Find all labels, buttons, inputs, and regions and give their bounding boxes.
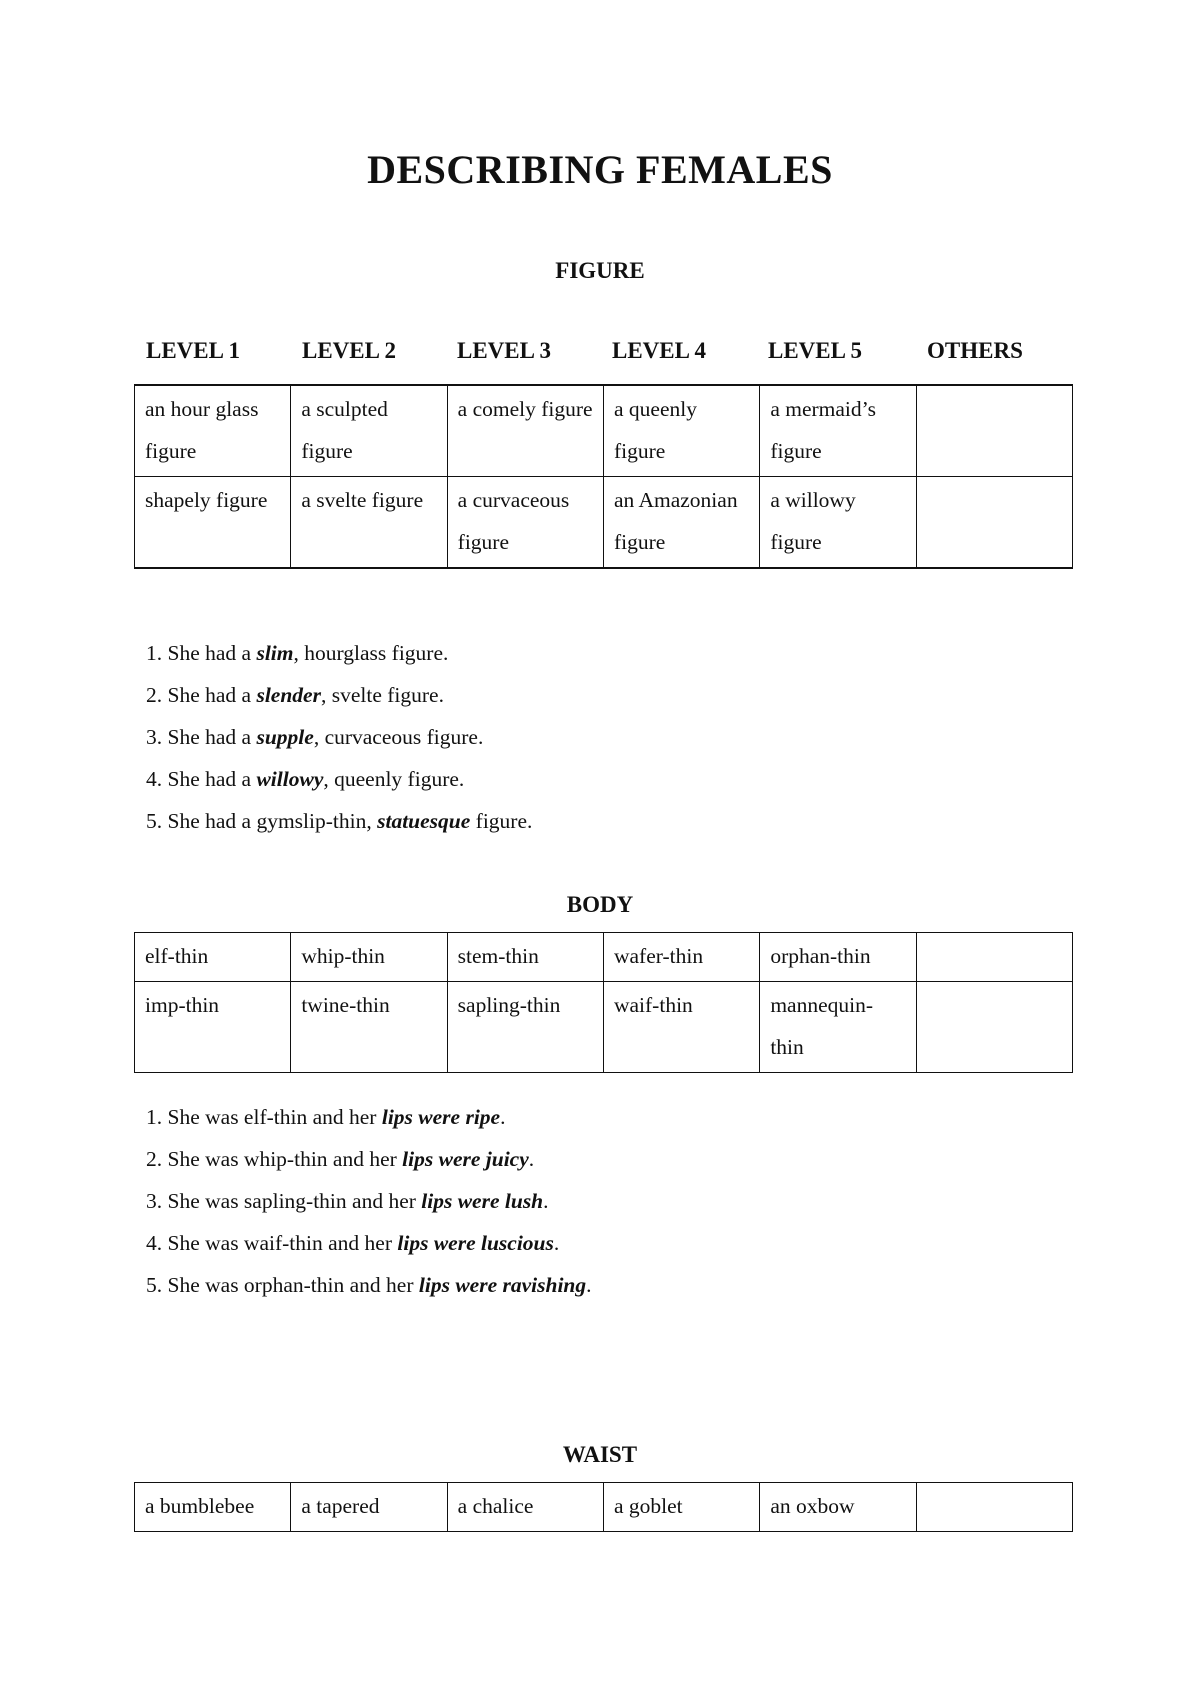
table-cell: a queenly figure xyxy=(603,385,759,477)
list-item: 4. She had a willowy, queenly figure. xyxy=(146,767,465,791)
table-cell: twine-thin xyxy=(291,982,447,1073)
body-table xyxy=(134,932,1073,1073)
waist-table xyxy=(134,1482,1073,1532)
list-item: 1. She had a slim, hourglass figure. xyxy=(146,641,449,665)
body-example-sentences xyxy=(146,1096,592,1306)
figure-table xyxy=(134,384,1073,569)
table-cell-empty xyxy=(916,982,1072,1073)
section-title-figure: FIGURE xyxy=(555,258,645,283)
list-item: 3. She was sapling-thin and her lips were lush. xyxy=(146,1189,549,1213)
table-row xyxy=(135,385,1073,477)
table-cell: a svelte figure xyxy=(291,477,447,569)
table-cell: an oxbow xyxy=(760,1483,916,1532)
table-cell-empty xyxy=(916,385,1072,477)
table-cell: orphan-thin xyxy=(760,933,916,982)
list-item: 5. She had a gymslip-thin, statuesque figure. xyxy=(146,809,533,833)
table-cell: a mermaid’s figure xyxy=(760,385,916,477)
table-row xyxy=(135,933,1073,982)
table-cell: elf-thin xyxy=(135,933,291,982)
table-row xyxy=(135,477,1073,569)
table-cell: a sculpted figure xyxy=(291,385,447,477)
column-header-level-1: LEVEL 1 xyxy=(146,338,240,363)
table-cell: a chalice xyxy=(447,1483,603,1532)
table-cell: whip-thin xyxy=(291,933,447,982)
table-row xyxy=(135,982,1073,1073)
table-cell: a goblet xyxy=(603,1483,759,1532)
table-cell: a willowy figure xyxy=(760,477,916,569)
table-cell: a comely figure xyxy=(447,385,603,477)
table-cell: a bumblebee xyxy=(135,1483,291,1532)
list-item: 3. She had a supple, curvaceous figure. xyxy=(146,725,484,749)
table-row xyxy=(135,1483,1073,1532)
table-cell: wafer-thin xyxy=(603,933,759,982)
table-cell-empty xyxy=(916,477,1072,569)
column-header-level-4: LEVEL 4 xyxy=(612,338,706,363)
table-cell: waif-thin xyxy=(603,982,759,1073)
section-title-body: BODY xyxy=(566,892,634,917)
list-item: 4. She was waif-thin and her lips were luscious. xyxy=(146,1231,560,1255)
column-header-level-3: LEVEL 3 xyxy=(457,338,551,363)
table-cell: an Amazonian figure xyxy=(603,477,759,569)
page-title: DESCRIBING FEMALES xyxy=(367,147,833,192)
section-title-waist: WAIST xyxy=(562,1442,638,1467)
table-cell: shapely figure xyxy=(135,477,291,569)
column-header-level-5: LEVEL 5 xyxy=(768,338,862,363)
table-cell-empty xyxy=(916,933,1072,982)
table-cell: stem-thin xyxy=(447,933,603,982)
table-cell: an hour glass figure xyxy=(135,385,291,477)
table-cell: a curvaceous figure xyxy=(447,477,603,569)
table-cell: mannequin-thin xyxy=(760,982,916,1073)
table-cell: imp-thin xyxy=(135,982,291,1073)
table-cell-empty xyxy=(916,1483,1072,1532)
list-item: 2. She had a slender, svelte figure. xyxy=(146,683,444,707)
list-item: 5. She was orphan-thin and her lips were ravishing. xyxy=(146,1273,592,1297)
list-item: 1. She was elf-thin and her lips were ripe. xyxy=(146,1105,506,1129)
figure-column-headers xyxy=(134,338,1074,374)
list-item: 2. She was whip-thin and her lips were juicy. xyxy=(146,1147,535,1171)
table-cell: a tapered xyxy=(291,1483,447,1532)
column-header-level-2: LEVEL 2 xyxy=(302,338,396,363)
table-cell: sapling-thin xyxy=(447,982,603,1073)
column-header-others: OTHERS xyxy=(927,338,1023,363)
figure-example-sentences xyxy=(146,632,532,842)
